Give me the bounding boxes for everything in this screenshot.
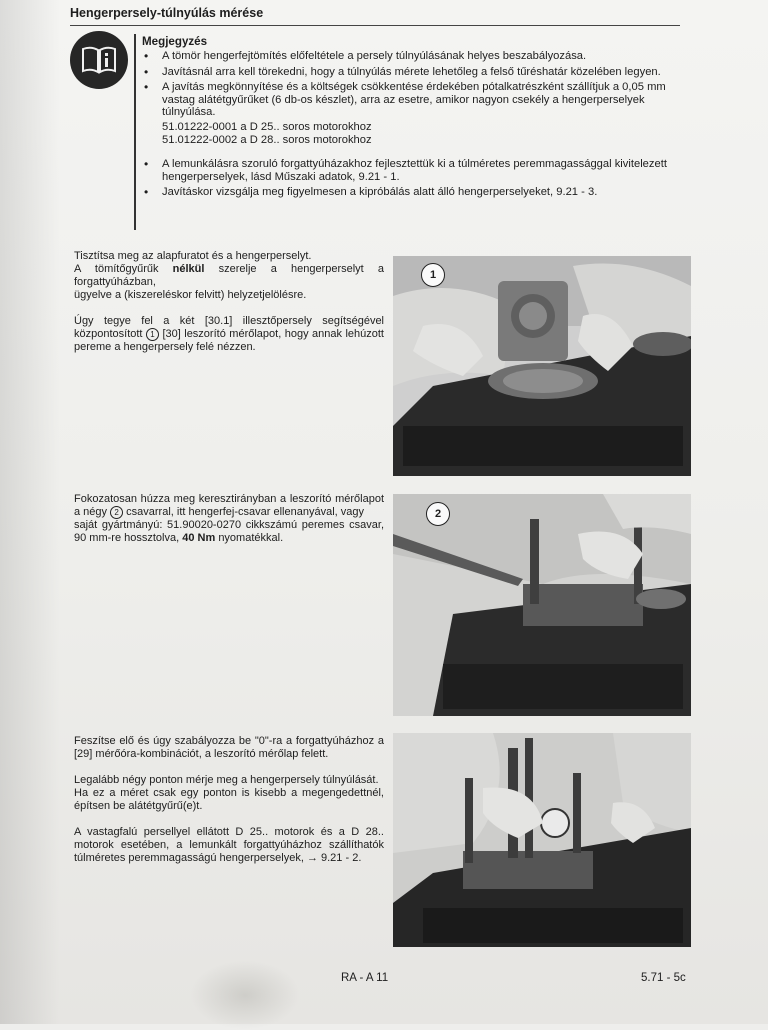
step2-text-d: nyomatékkal. [218, 532, 284, 544]
step3-paragraph-2b: Ha ez a méret csak egy ponton is kisebb a megengedettnél, építsen be alátétgyűrű(e)t. [74, 787, 384, 812]
footer-section-number: 5.71 - 5c [641, 972, 686, 984]
note-list [142, 50, 697, 118]
note-item [142, 81, 697, 118]
note-item-text: A javítás megkönnyítése és a költségek csökkentése érdekében pótalkatrészként szállítjuk a 0,05 mm vastag alátétgyűrűket (6 db-os készlet), arra az esetre, amikor nagyon csekély a hengerperselyek túlnyúlása. [162, 81, 666, 119]
step1-text [74, 250, 384, 367]
step2-text-a: Fokozatosan húzza meg keresztirányban a leszorító mérőlapot a négy [74, 493, 384, 518]
callout-1: 1 [421, 263, 445, 287]
step3-paragraph-1: Feszítse elő és úgy szabályozza be "0"-ra a forgattyúházhoz a [29] mérőóra-kombinációt, a leszorító mérőlap felett. [74, 735, 384, 760]
step1-photo [393, 256, 691, 476]
step1-paragraph-2 [74, 315, 384, 354]
step2-paragraph [74, 493, 384, 545]
step2-text [74, 493, 384, 558]
step1-text-c: szerelje a hengerperselyt a forgattyúházban, [74, 263, 385, 288]
step1-paragraph [74, 250, 384, 302]
note-item: • A tömör hengerfejtömítés előfeltétele a persely túlnyúlásának helyes beszabályozása. [142, 50, 697, 62]
step2-photo [393, 494, 691, 716]
step2-text-c: saját gyártmányú: 51.90020-0270 cikkszámú peremes csavar, 90 mm-re hossztolva, [74, 519, 384, 544]
page-shadow [0, 0, 60, 1024]
step1-text-d: ügyelve a (kiszereléskor felvitt) helyzetjelölésre. [74, 289, 307, 301]
info-book-icon [70, 31, 128, 89]
step3-paragraph-3: A vastagfalú persellyel ellátott D 25.. motorok és a D 28.. motorok esetében, a lemunkált forgattyúházhoz szállíthatók túlméretes peremmagasságú hengerperselyek, → 9.21 - 2. [74, 826, 384, 864]
step3-text [74, 735, 384, 878]
callout-2: 2 [426, 502, 450, 526]
title-divider [70, 25, 680, 26]
step2-torque: 40 Nm [182, 532, 216, 544]
note-heading: Megjegyzés [142, 35, 208, 48]
step3-photo [393, 733, 691, 947]
step1-bold-word: nélkül [172, 263, 205, 275]
step2-text-b: csavarral, itt hengerfej-csavar ellenanyával, vagy [126, 506, 364, 518]
note-item: • Javításnál arra kell törekedni, hogy a túlnyúlás mérete lehetőleg a felső tűréshatár közelében legyen. [142, 66, 697, 78]
step1-clean-text: Tisztítsa meg az alapfuratot és a hengerperselyt. [74, 250, 312, 262]
note-box [142, 36, 697, 201]
step3-paragraph-2a: Legalább négy ponton mérje meg a hengerpersely túlnyúlását. [74, 774, 379, 786]
step1-p2-text-b: [30] leszorító mérőlapot, hogy annak lehúzott pereme a hengerpersely felé nézzen. [74, 328, 384, 353]
note-item: • Javításkor vizsgálja meg figyelmesen a kipróbálás alatt álló hengerperselyeket, 9.21 - 3. [142, 186, 697, 198]
paper-smudge [190, 960, 300, 1030]
step1-inline-callout: 1 [146, 328, 159, 341]
part-number-d28: 51.01222-0002 a D 28.. soros motorokhoz [162, 133, 372, 146]
step1-text-a: A tömítőgyűrűk [74, 263, 159, 275]
note-item: • A lemunkálásra szoruló forgattyúházakhoz fejlesztettük ki a túlméretes peremmagassággal kivitelezett hengerperselyek, lásd Műszaki adatok, 9.21 - 1. [142, 158, 697, 183]
part-numbers [142, 121, 697, 146]
footer-page-code: RA - A 11 [341, 972, 389, 984]
page-title: Hengerpersely-túlnyúlás mérése [70, 6, 264, 20]
note-vertical-rule [134, 34, 136, 230]
note-list-continued [142, 158, 697, 198]
part-number-d25: 51.01222-0001 a D 25.. soros motorokhoz [162, 121, 372, 134]
step2-inline-callout: 2 [110, 506, 123, 519]
step1-p2-text-a: Úgy tegye fel a két [30.1] illesztőpersely segítségével központosított [74, 315, 384, 340]
